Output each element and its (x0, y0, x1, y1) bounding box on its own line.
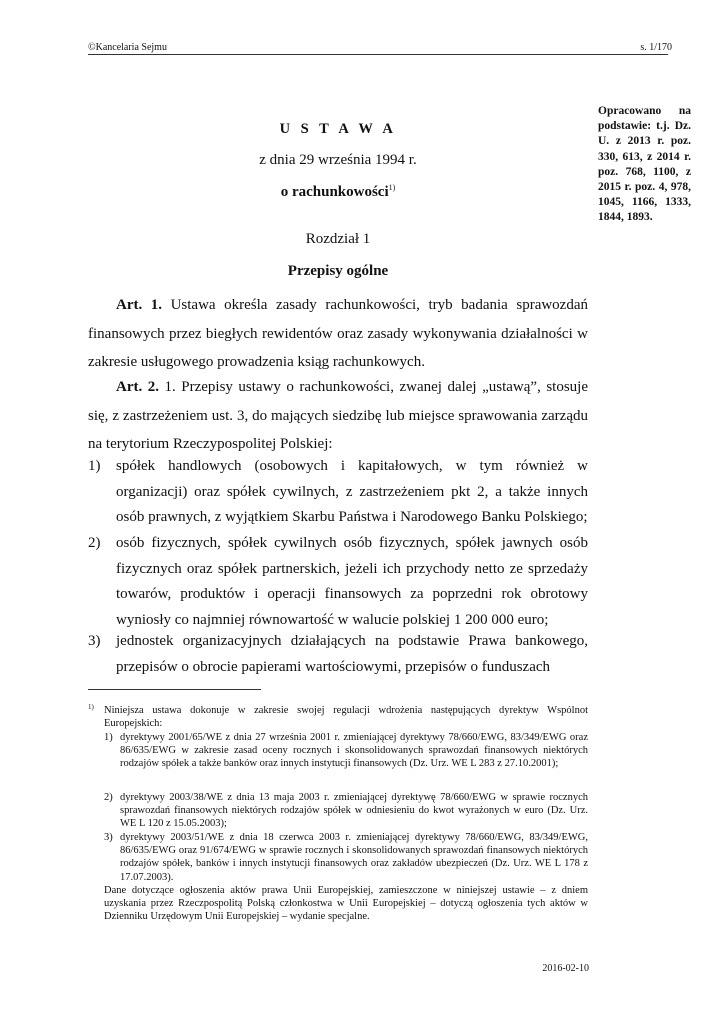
footnote-item-text: dyrektywy 2003/38/WE z dnia 13 maja 2003 r. zmieniającej dyrektywę 78/660/EWG w sprawie rocznych sprawozdań finansowych niektórych rodzajów spółek w odniesieniu do kwot wyrażonych w euro (Dz. Urz. WE L 120 z 15.05.2003); (120, 792, 588, 830)
footnote-marker: 1) (88, 703, 94, 711)
footnote-rule (88, 689, 261, 690)
list-item (88, 531, 588, 633)
act-date: z dnia 29 września 1994 r. (259, 152, 417, 168)
act-title: U S T A W A (279, 121, 397, 137)
article-2-text: 1. Przepisy ustawy o rachunkowości, zwanej dalej „ustawą”, stosuje się, z zastrzeżeniem ust. 3, do mających siedzibę lub miejsce sprawowania zarządu na terytorium Rzeczypospolitej Polskiej: (88, 379, 588, 452)
list-item-text: osób fizycznych, spółek cywilnych osób fizycznych, spółek jawnych osób fizycznych oraz spółek partnerskich, jeżeli ich przychody netto ze sprzedaży towarów, produktów i operacji finansowych za poprzedni rok obrotowy wyniosły co najmniej równowartość w walucie polskiej 1 200 000 euro; (116, 535, 588, 628)
article-2 (88, 373, 588, 459)
header-source: ©Kancelaria Sejmu (88, 42, 167, 53)
footnote-final-note: Dane dotyczące ogłoszenia aktów prawa Unii Europejskiej, zamieszczone w niniejszej ustawie – z dniem uzyskania przez Rzeczpospolitą Polską członkostwa w Unii Europejskiej – dotyczą ogłoszenia tych aktów w Dzienniku Urzędowym Unii Europejskiej – wydanie specjalne. (104, 885, 588, 923)
footer-date: 2016-02-10 (542, 963, 589, 974)
footnote-item-text: dyrektywy 2001/65/WE z dnia 27 września 2001 r. zmieniającej dyrektywy 78/660/EWG, 83/349/EWG oraz 86/635/EWG w zakresie zasad oceny rocznych i skonsolidowanych sprawozdań finansowych niektórych rodzajów spółek a także banków oraz innych instytucji finansowych (Dz. Urz. WE L 283 z 27.10.2001); (120, 732, 588, 770)
list-item-number: 1) (88, 458, 101, 474)
chapter-title: Przepisy ogólne (287, 263, 389, 279)
list-item-text: jednostek organizacyjnych działających na podstawie Prawa bankowego, przepisów o obrocie papierami wartościowymi, przepisów o funduszach (116, 633, 588, 675)
footnote-intro: Niniejsza ustawa dokonuje w zakresie swojej regulacji wdrożenia następujących dyrektyw Wspólnot Europejskich: (104, 705, 588, 730)
list-item (88, 454, 588, 531)
article-1-label: Art. 1. (116, 297, 163, 313)
footnote-item-number: 3) (104, 832, 113, 843)
list-item-text: spółek handlowych (osobowych i kapitałowych, w tym również w organizacji) oraz spółek cywilnych, z zastrzeżeniem pkt 2, a także innych osób prawnych, z wyjątkiem Skarbu Państwa i Narodowego Banku Polskiego; (116, 458, 588, 525)
article-1 (88, 291, 588, 377)
chapter-number: Rozdział 1 (305, 231, 371, 247)
footnote-item (104, 791, 588, 831)
footnote-item-number: 1) (104, 732, 113, 743)
list-item-number: 2) (88, 535, 101, 551)
list-item-number: 3) (88, 633, 101, 649)
footnote-item-text: dyrektywy 2003/51/WE z dnia 18 czerwca 2003 r. zmieniającej dyrektywy 78/660/EWG, 83/349/EWG, 86/635/EWG oraz 91/674/EWG w sprawie rocznych i skonsolidowanych sprawozdań finansowych niektórych rodzajów spółek, banków i innych instytucji finansowych oraz zakładów ubezpieczeń (Dz. Urz. WE L 178 z 17.07.2003). (120, 832, 588, 883)
header-rule (88, 54, 668, 55)
article-2-label: Art. 2. (116, 379, 159, 395)
header-page-number: s. 1/170 (640, 42, 672, 53)
article-1-text: Ustawa określa zasady rachunkowości, tryb badania sprawozdań finansowych przez biegłych rewidentów oraz zasady wykonywania działalności w zakresie usługowego prowadzenia ksiąg rachunkowych. (88, 297, 588, 370)
footnote-item (104, 831, 588, 884)
footnote-item (104, 731, 588, 771)
footnote (88, 704, 588, 730)
act-subject-text: o rachunkowości (280, 184, 389, 200)
footnote-reference: 1) (388, 183, 396, 192)
side-note-source: Opracowano na podstawie: t.j. Dz. U. z 2013 r. poz. 330, 613, z 2014 r. poz. 768, 1100, z 2015 r. poz. 4, 978, 1045, 1166, 1333, 1844, 1893. (598, 105, 691, 224)
act-subject (88, 183, 588, 201)
footnote-item-number: 2) (104, 792, 113, 803)
list-item (88, 629, 588, 680)
